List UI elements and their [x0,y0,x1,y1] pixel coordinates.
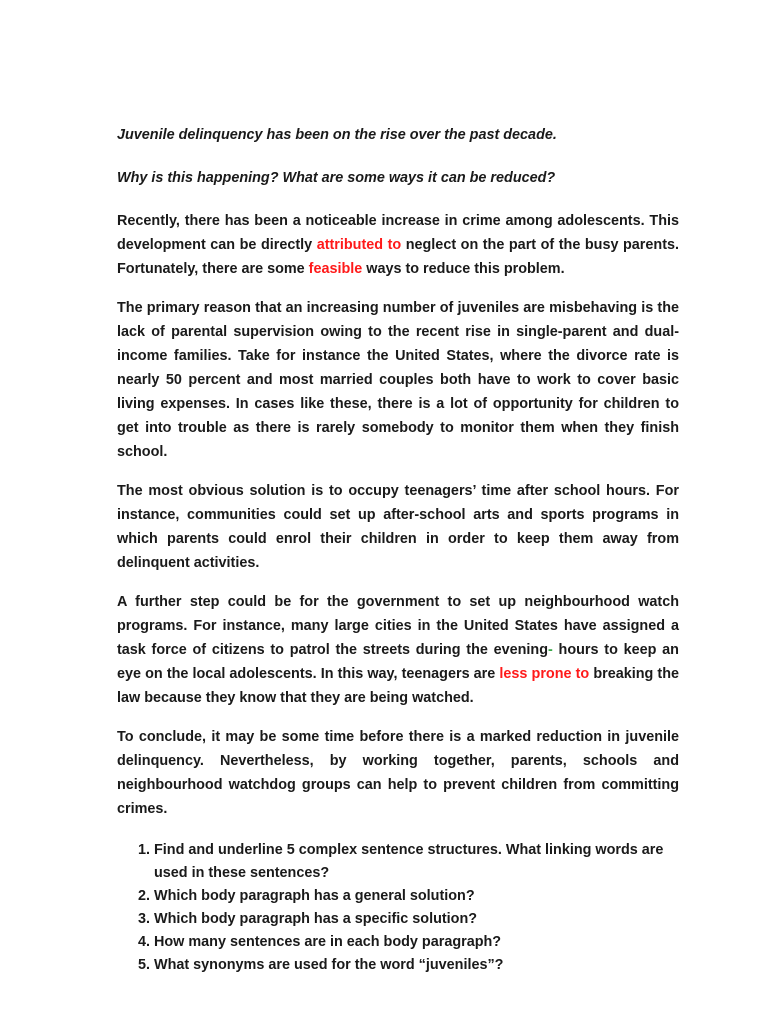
document-page [117,123,679,977]
body3-text-1: A further step could be for the government to set up neighbourhood watch programs. For instance, many large cities in the United States have assigned a task force of citizens to patrol the streets during the evening [117,594,679,658]
body3-text-3: breaking the law because they know that they are being watched. [117,666,679,706]
body3-text-2: hours to keep an eye on the local adolescents. In this way, teenagers are [117,642,679,682]
question-item-5: 5. What synonyms are used for the word “juveniles”? [154,954,679,977]
highlight-less-prone-to: less prone to [499,666,590,682]
question-item-2: 2. Which body paragraph has a general solution? [154,885,679,908]
intro-paragraph [117,209,679,281]
body-paragraph-1: The primary reason that an increasing number of juveniles are misbehaving is the lack of parental supervision owing to the recent rise in single-parent and dual-income families. Take for instance the United States, where the divorce rate is nearly 50 percent and most married couples both have to work to cover basic living expenses. In cases like these, there is a lot of opportunity for children to get into trouble as there is rarely somebody to monitor them when they finish school. [117,300,679,460]
body-paragraph-2: The most obvious solution is to occupy teenagers’ time after school hours. For instance, communities could set up after-school arts and sports programs in which parents could enrol their children in order to keep them away from delinquent activities. [117,483,679,571]
intro-text-2: neglect on the part of the busy parents. Fortunately, there are some [117,237,679,277]
questions-list [117,839,679,977]
edit-mark: - [548,642,553,658]
intro-text-3: ways to reduce this problem. [362,261,565,277]
conclusion-paragraph: To conclude, it may be some time before there is a marked reduction in juvenile delinquency. Nevertheless, by working together, parents, schools and neighbourhood watchdog groups can help to prevent children from committing crimes. [117,729,679,817]
question-item-3: 3. Which body paragraph has a specific solution? [154,908,679,931]
question-item-4: 4. How many sentences are in each body paragraph? [154,931,679,954]
question-item-1: 1. Find and underline 5 complex sentence structures. What linking words are used in these sentences? [154,839,679,885]
prompt-line-2: Why is this happening? What are some ways it can be reduced? [117,170,556,186]
intro-text-1: Recently, there has been a noticeable increase in crime among adolescents. This development can be directly [117,213,679,253]
highlight-attributed-to: attributed to [316,237,402,253]
prompt-line-1: Juvenile delinquency has been on the rise over the past decade. [117,127,557,143]
body-paragraph-3 [117,590,679,710]
highlight-feasible: feasible [308,261,363,277]
